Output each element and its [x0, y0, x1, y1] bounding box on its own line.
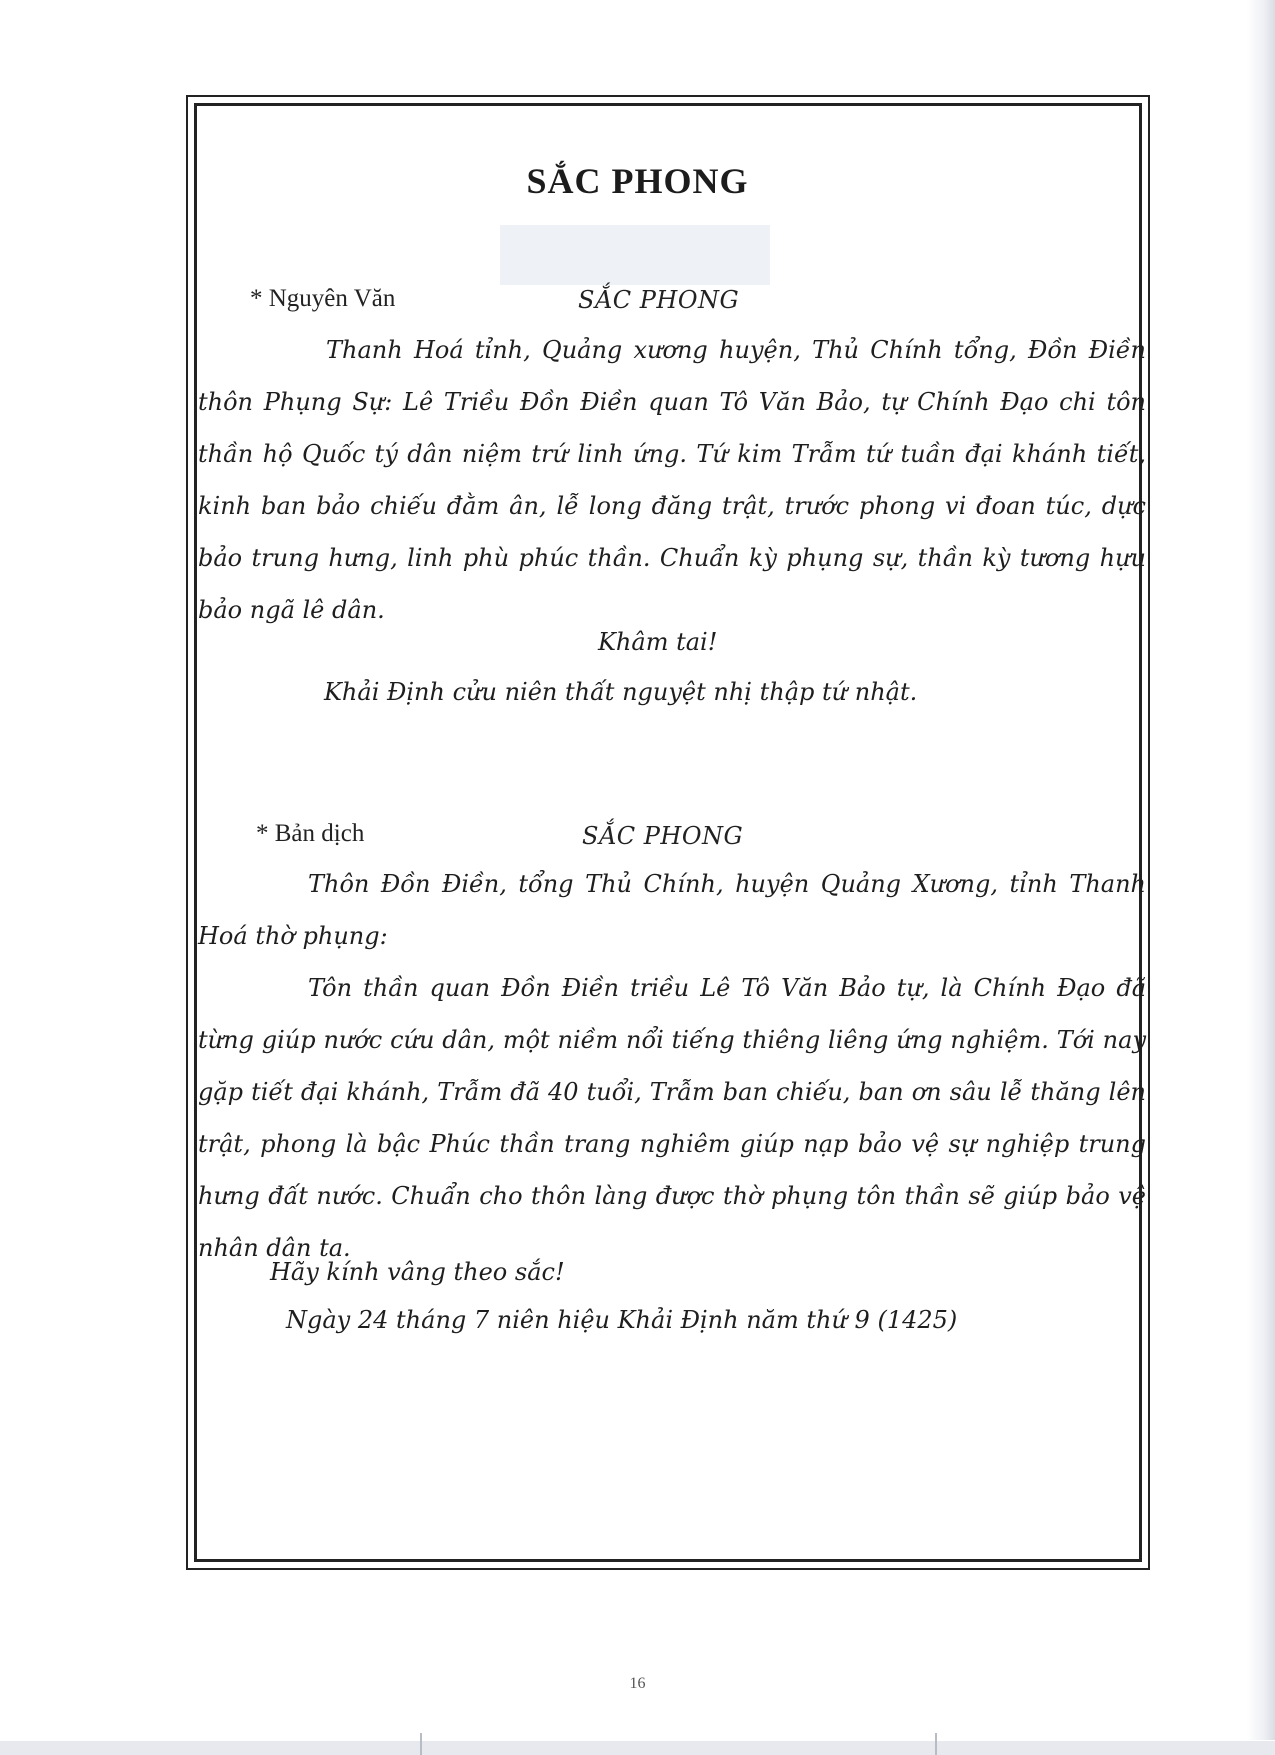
- translation-body-text: Tôn thần quan Đồn Điền triều Lê Tô Văn Bảo tự, là Chính Đạo đã từng giúp nước cứu dân, một niềm nổi tiếng thiêng liêng ứng nghiệm. Tới nay gặp tiết đại khánh, Trẫm đã 40 tuổi, Trẫm ban chiếu, ban ơn sâu lễ thăng lên trật, phong là bậc Phúc thần trang nghiêm giúp nạp bảo vệ sự nghiệp trung hưng đất nước. Chuẩn cho thôn làng được thờ phụng tôn thần sẽ giúp bảo vệ nhân dân ta.: [198, 974, 1146, 1262]
- scan-bottom-strip: [0, 1741, 1275, 1755]
- scan-bottom-tick: [935, 1733, 937, 1755]
- translation-intro: [198, 858, 1146, 962]
- page-title: SẮC PHONG: [526, 161, 749, 201]
- translation-label: * Bản dịch: [256, 820, 365, 847]
- original-closing: Khâm tai!: [598, 628, 718, 656]
- translation-intro-text: Thôn Đồn Điền, tổng Thủ Chính, huyện Quảng Xương, tỉnh Thanh Hoá thờ phụng:: [198, 870, 1146, 950]
- bleed-through-mark: [500, 225, 770, 285]
- scan-bottom-tick: [420, 1733, 422, 1755]
- translation-closing: Hãy kính vâng theo sắc!: [270, 1258, 565, 1286]
- original-date: Khải Định cửu niên thất nguyệt nhị thập tứ nhật.: [324, 678, 918, 706]
- original-heading: SẮC PHONG: [578, 286, 740, 314]
- translation-body: [198, 962, 1146, 1274]
- translation-date: Ngày 24 tháng 7 niên hiệu Khải Định năm thứ 9 (1425): [286, 1306, 958, 1334]
- original-body: [198, 324, 1146, 636]
- scan-edge-shadow: [1247, 0, 1275, 1740]
- translation-heading: SẮC PHONG: [582, 822, 744, 850]
- original-label: * Nguyên Văn: [250, 285, 396, 312]
- page-number: 16: [629, 1675, 646, 1692]
- original-body-text: Thanh Hoá tỉnh, Quảng xương huyện, Thủ Chính tổng, Đồn Điền thôn Phụng Sự: Lê Triều Đồn Điền quan Tô Văn Bảo, tự Chính Đạo chi tôn thần hộ Quốc tý dân niệm trứ linh ứng. Tứ kim Trẫm tứ tuần đại khánh tiết, kinh ban bảo chiếu đằm ân, lễ long đăng trật, trước phong vi đoan túc, dực bảo trung hưng, linh phù phúc thần. Chuẩn kỳ phụng sự, thần kỳ tương hựu bảo ngã lê dân.: [198, 336, 1146, 624]
